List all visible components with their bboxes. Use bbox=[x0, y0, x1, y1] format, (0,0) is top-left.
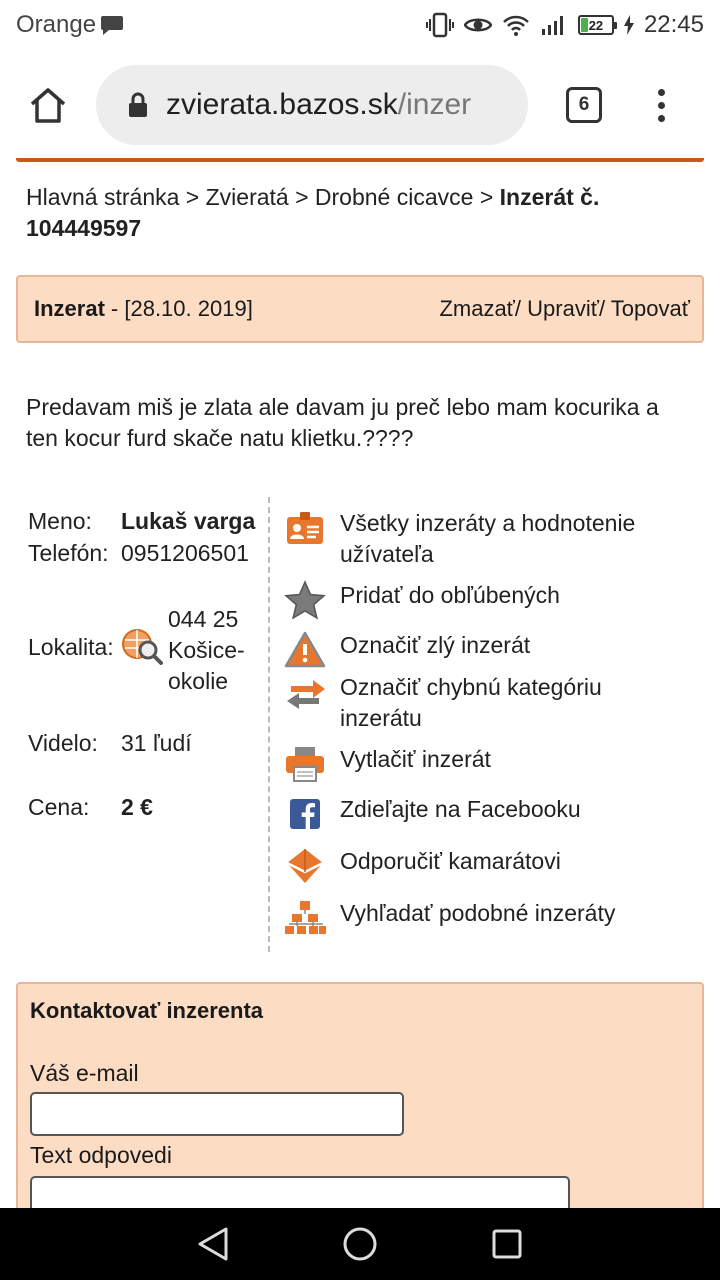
reply-label: Text odpovedi bbox=[30, 1142, 172, 1168]
report-bad-ad-link[interactable] bbox=[282, 630, 660, 670]
star-icon bbox=[282, 580, 328, 620]
share-facebook-link[interactable] bbox=[282, 794, 660, 834]
link-label: Zdieľajte na Facebooku bbox=[340, 796, 581, 822]
ad-actions[interactable]: Zmazať/ Upraviť/ Topovať bbox=[439, 296, 690, 321]
browser-toolbar bbox=[0, 50, 720, 160]
page-content bbox=[0, 162, 720, 1208]
signal-icon bbox=[540, 14, 568, 36]
ad-header bbox=[16, 275, 704, 343]
message-icon bbox=[100, 14, 124, 36]
ad-description: Predavam miš je zlata ale davam ju preč lebo mam kocurika a ten kocur furd skače natu klietku.???? bbox=[26, 394, 659, 451]
location-label: Lokalita: bbox=[28, 634, 114, 660]
location-value[interactable] bbox=[168, 604, 258, 697]
reply-textarea[interactable] bbox=[30, 1176, 570, 1208]
breadcrumb-current: Inzerát č. 104449597 bbox=[26, 184, 600, 241]
tab-switcher-button[interactable]: 6 bbox=[566, 87, 602, 123]
all-user-ads-link[interactable] bbox=[282, 508, 660, 570]
link-label: Vytlačiť inzerát bbox=[340, 746, 491, 772]
browser-menu-button[interactable] bbox=[658, 89, 665, 122]
add-to-favorites-link[interactable] bbox=[282, 580, 660, 620]
column-divider bbox=[268, 497, 270, 952]
system-nav-bar bbox=[0, 1208, 720, 1280]
battery-icon bbox=[578, 15, 614, 35]
url-text bbox=[166, 88, 471, 122]
url-domain: zvierata.bazos.sk bbox=[166, 88, 398, 121]
name-label: Meno: bbox=[28, 508, 92, 534]
lock-icon bbox=[128, 92, 148, 118]
contact-title: Kontaktovať inzerenta bbox=[30, 998, 264, 1023]
url-path: /inzer bbox=[397, 88, 472, 121]
phone-value[interactable]: 0951206501 bbox=[121, 540, 249, 566]
home-button[interactable] bbox=[22, 79, 74, 131]
carrier-name: Orange bbox=[16, 11, 97, 38]
views-row bbox=[28, 730, 192, 757]
breadcrumb bbox=[26, 182, 706, 244]
link-label: Všetky inzeráty a hodnotenie užívateľa bbox=[340, 510, 636, 567]
link-label: Označiť zlý inzerát bbox=[340, 632, 531, 658]
eye-icon bbox=[464, 14, 492, 36]
location-zip: 044 25 bbox=[168, 606, 239, 632]
vibrate-icon bbox=[426, 12, 454, 38]
views-label: Videlo: bbox=[28, 730, 98, 756]
price-row bbox=[28, 794, 153, 821]
recommend-friend-link[interactable] bbox=[282, 846, 660, 886]
swap-arrows-icon bbox=[282, 672, 328, 712]
link-label: Vyhľadať podobné inzeráty bbox=[340, 900, 616, 926]
link-label: Pridať do obľúbených bbox=[340, 582, 560, 608]
home-nav-button[interactable] bbox=[330, 1214, 390, 1274]
link-label: Označiť chybnú kategóriu inzerátu bbox=[340, 674, 602, 731]
warning-icon bbox=[282, 630, 328, 670]
search-similar-link[interactable] bbox=[282, 898, 660, 938]
recents-button[interactable] bbox=[477, 1214, 537, 1274]
facebook-icon bbox=[282, 794, 328, 834]
name-value bbox=[121, 508, 255, 535]
location-row bbox=[28, 634, 121, 661]
price-label: Cena: bbox=[28, 794, 90, 820]
ad-title: Inzerat bbox=[34, 296, 105, 321]
battery-level: 22 bbox=[588, 17, 604, 33]
hierarchy-icon bbox=[282, 898, 328, 938]
user-card-icon bbox=[282, 508, 328, 548]
charging-icon bbox=[624, 15, 634, 35]
print-ad-link[interactable] bbox=[282, 744, 660, 784]
envelope-icon bbox=[282, 846, 328, 886]
breadcrumb-trail[interactable]: Hlavná stránka > Zvieratá > Drobné cicavce > bbox=[26, 184, 500, 210]
phone-row bbox=[28, 540, 249, 567]
back-button[interactable] bbox=[183, 1214, 243, 1274]
price-value bbox=[121, 794, 153, 821]
home-icon bbox=[28, 86, 68, 124]
location-city: Košice-okolie bbox=[168, 637, 245, 694]
clock: 22:45 bbox=[643, 11, 704, 38]
report-wrong-category-link[interactable] bbox=[282, 672, 660, 734]
carrier bbox=[16, 11, 124, 39]
views-value: 31 ľudí bbox=[121, 730, 192, 756]
email-label: Váš e-mail bbox=[30, 1060, 139, 1086]
status-bar bbox=[0, 0, 720, 50]
contact-form bbox=[16, 982, 704, 1208]
back-icon bbox=[196, 1226, 230, 1262]
circle-home-icon bbox=[342, 1226, 378, 1262]
address-bar[interactable] bbox=[96, 65, 528, 145]
ad-date: - [28.10. 2019] bbox=[110, 296, 253, 321]
map-search-icon[interactable] bbox=[120, 626, 164, 672]
phone-label: Telefón: bbox=[28, 540, 109, 566]
name-row bbox=[28, 508, 255, 535]
link-label: Odporučiť kamarátovi bbox=[340, 848, 561, 874]
email-field[interactable] bbox=[30, 1092, 404, 1136]
square-recents-icon bbox=[491, 1228, 523, 1260]
printer-icon bbox=[282, 744, 328, 784]
seller-name: Lukaš varga bbox=[121, 508, 256, 534]
price: 2 € bbox=[121, 794, 153, 820]
wifi-icon bbox=[502, 14, 530, 36]
